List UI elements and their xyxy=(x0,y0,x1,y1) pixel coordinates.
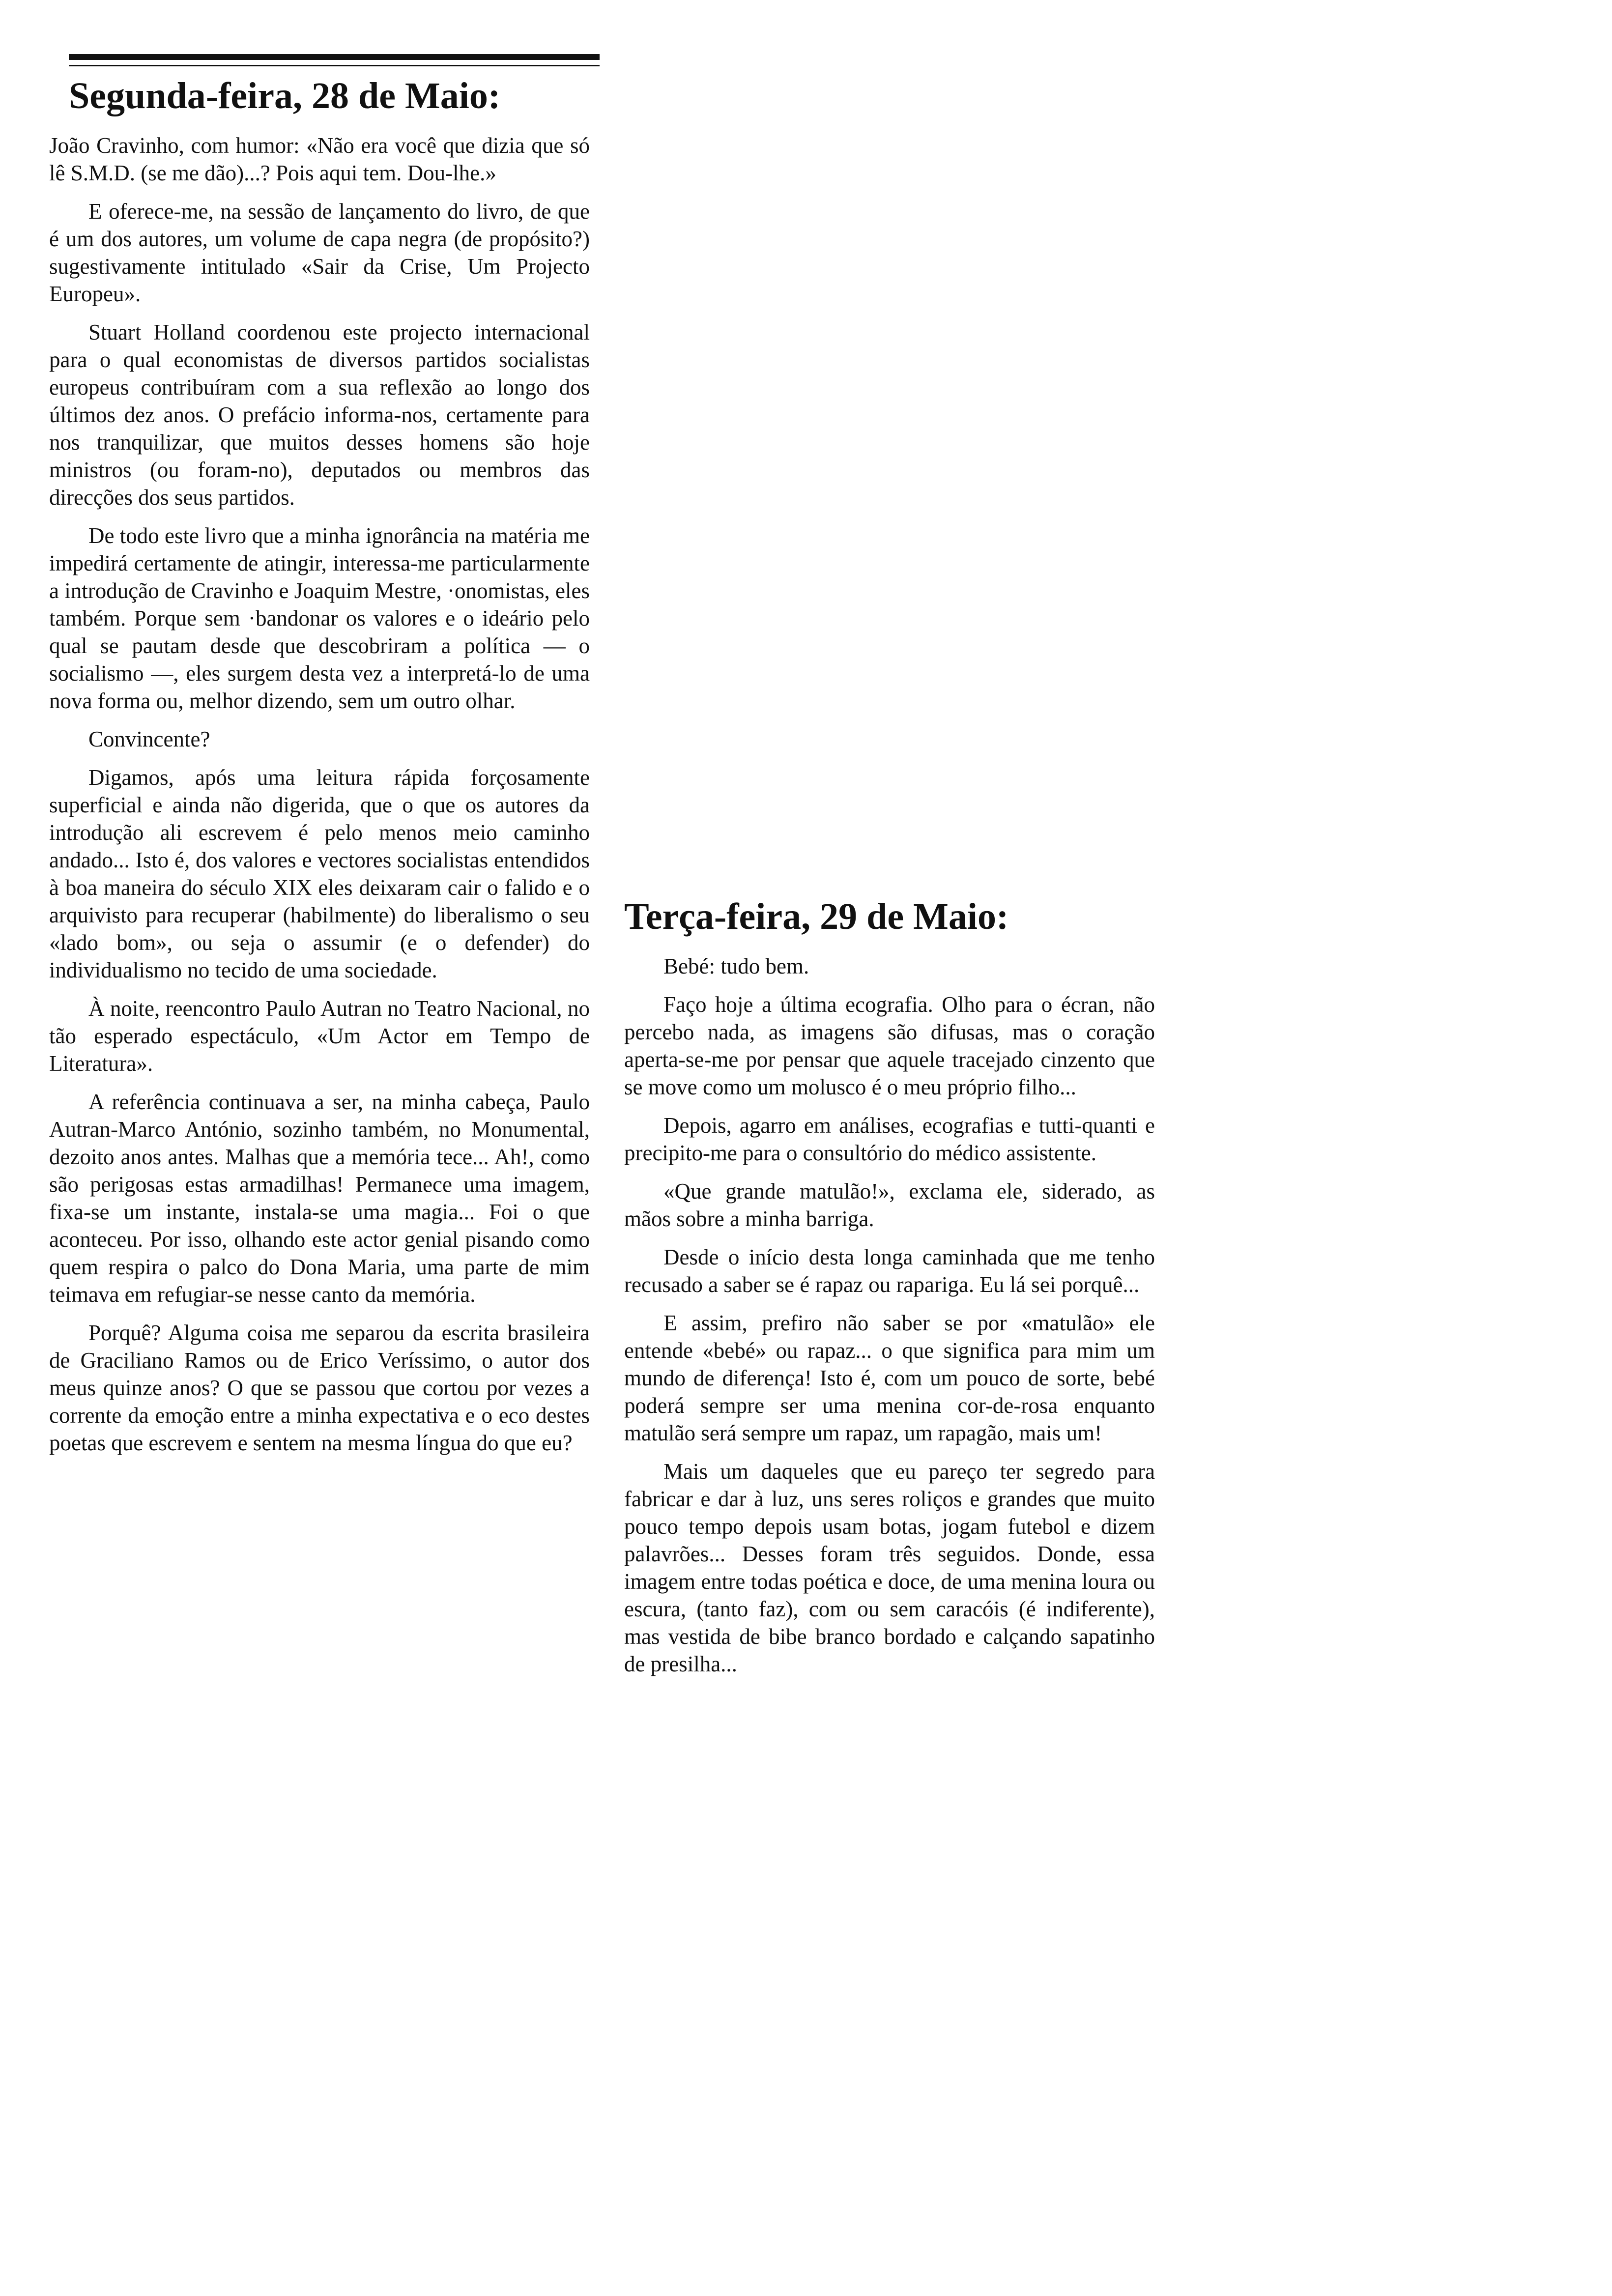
top-rule-thick xyxy=(69,54,600,60)
paragraph: Stuart Holland coordenou este projecto internacional para o qual economistas de diversos partidos socialistas europeus contribuíram com a sua reflexão ao longo dos últimos dez anos. O prefácio informa-nos, certamente para nos tranquilizar, que muitos desses homens são hoje ministros (ou foram-no), deputados ou membros das direcções dos seus partidos. xyxy=(49,320,590,510)
paragraph: «Que grande matulão!», exclama ele, siderado, as mãos sobre a minha barriga. xyxy=(624,1179,1155,1231)
paragraph: Convincente? xyxy=(88,727,210,751)
paragraph: Faço hoje a última ecografia. Olho para o écran, não percebo nada, as imagens são difusas, mas o coração aperta-se-me por pensar que aquele tracejado cinzento que se move como um molusco é o meu próprio filho... xyxy=(624,992,1155,1099)
paragraph: Depois, agarro em análises, ecografias e tutti-quanti e precipito-me para o consultório do médico assistente. xyxy=(624,1113,1155,1165)
paragraph: Digamos, após uma leitura rápida forçosamente superficial e ainda não digerida, que o que os autores da introdução ali escrevem é pelo menos meio caminho andado... Isto é, dos valores e vectores socialistas entendidos à boa maneira do século XIX eles deixaram cair o falido e o arquivisto para recuperar (habilmente) do liberalismo o seu «lado bom», ou seja o assumir (e o defender) do individualismo no tecido de uma sociedade. xyxy=(49,765,590,982)
paragraph: Desde o início desta longa caminhada que me tenho recusado a saber se é rapaz ou rapariga. Eu lá sei porquê... xyxy=(624,1245,1155,1297)
paragraph: Bebé: tudo bem. xyxy=(663,954,809,978)
top-rule-thin xyxy=(69,65,600,66)
right-column xyxy=(624,894,1155,1689)
paragraph: De todo este livro que a minha ignorância na matéria me impedirá certamente de atingir, interessa-me particularmente a introdução de Cravinho e Joaquim Mestre, ·onomistas, eles também. Porque sem ·bandonar os valores e o ideário pelo qual se pautam desde que descobriram a política — o socialismo —, eles surgem desta vez a interpretá-lo de uma nova forma ou, melhor dizendo, sem um outro olhar. xyxy=(49,523,590,713)
paragraph: Porquê? Alguma coisa me separou da escrita brasileira de Graciliano Ramos ou de Erico Veríssimo, o autor dos meus quinze anos? O que se passou que cortou por vezes a corrente da emoção entre a minha expectativa e o eco destes poetas que escrevem e sentem na mesma língua do que eu? xyxy=(49,1320,590,1455)
heading-monday: Segunda-feira, 28 de Maio: xyxy=(69,75,501,116)
paragraph: A referência continuava a ser, na minha cabeça, Paulo Autran-Marco António, sozinho também, no Monumental, dezoito anos antes. Malhas que a memória tece... Ah!, como são perigosas estas armadilhas! Permanece uma imagem, fixa-se um instante, instala-se uma magia... Foi o que aconteceu. Por isso, olhando este actor genial pisando como quem respira o palco do Dona Maria, uma parte de mim teimava em refugiar-se nesse canto da memória. xyxy=(49,1090,590,1307)
paragraph: À noite, reencontro Paulo Autran no Teatro Nacional, no tão esperado espectáculo, «Um Actor em Tempo de Literatura». xyxy=(49,996,590,1076)
paragraph: João Cravinho, com humor: «Não era você que dizia que só lê S.M.D. (se me dão)...? Pois aqui tem. Dou-lhe.» xyxy=(49,133,590,185)
left-column xyxy=(49,74,590,1467)
paragraph: E oferece-me, na sessão de lançamento do livro, de que é um dos autores, um volume de capa negra (de propósito?) sugestivamente intitulado «Sair da Crise, Um Projecto Europeu». xyxy=(49,199,590,306)
paragraph: Mais um daqueles que eu pareço ter segredo para fabricar e dar à luz, uns seres roliços e grandes que muito pouco tempo depois usam botas, jogam futebol e dizem palavrões... Desses foram três seguidos. Donde, essa imagem entre todas poética e doce, de uma menina loura ou escura, (tanto faz), com ou sem caracóis (é indiferente), mas vestida de bibe branco bordado e calçando sapatinho de presilha... xyxy=(624,1459,1155,1676)
heading-tuesday: Terça-feira, 29 de Maio: xyxy=(624,896,1009,937)
paragraph: E assim, prefiro não saber se por «matulão» ele entende «bebé» ou rapaz... o que significa para mim um mundo de diferença! Isto é, com um pouco de sorte, bebé poderá sempre ser uma menina cor-de-rosa enquanto matulão será sempre um rapaz, um rapagão, mais um! xyxy=(624,1311,1155,1445)
